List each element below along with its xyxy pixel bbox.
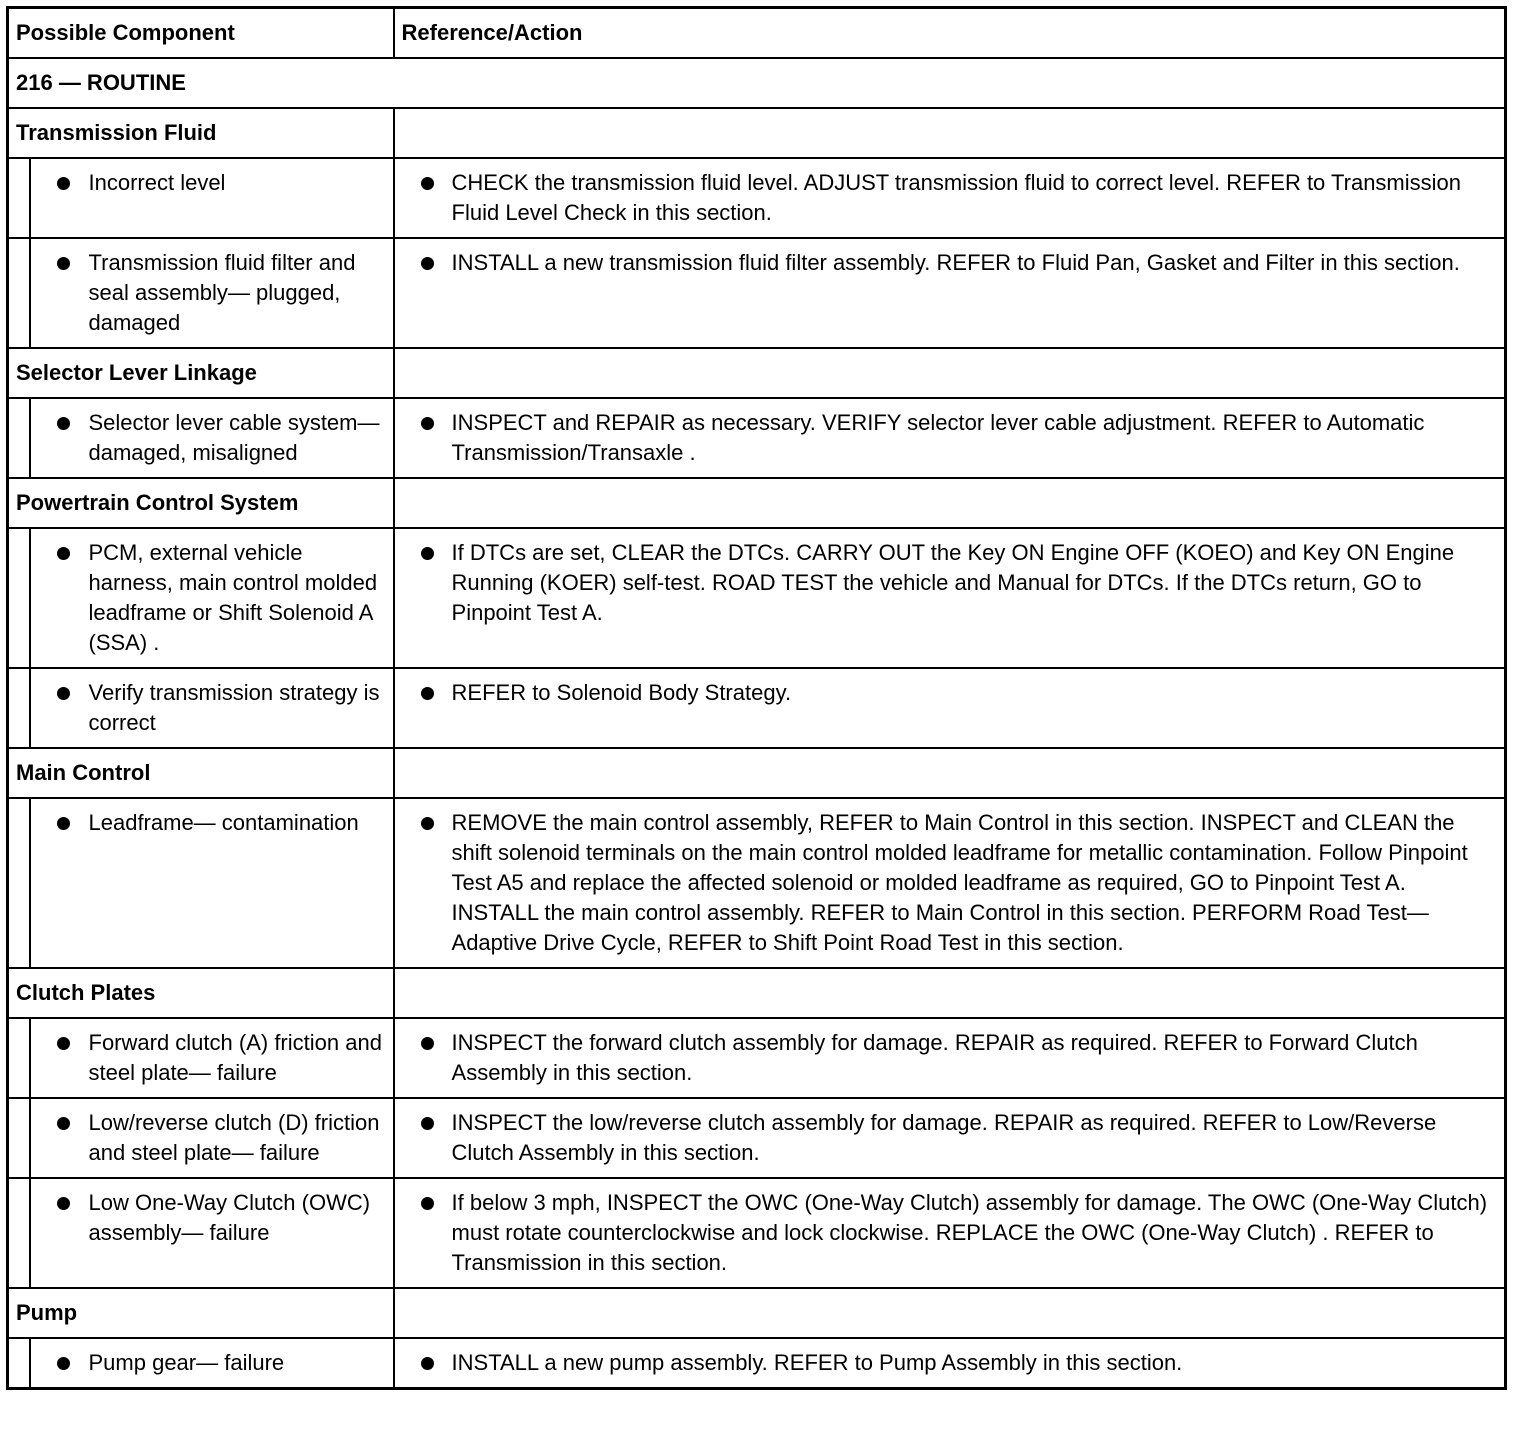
action-text: INSPECT and REPAIR as necessary. VERIFY selector lever cable adjustment. REFER to Automatic Transmission/Transaxle . bbox=[451, 410, 1425, 465]
indent-cell bbox=[8, 158, 30, 238]
category-action-empty bbox=[394, 478, 1506, 528]
category-action-empty bbox=[394, 108, 1506, 158]
category-row bbox=[8, 1288, 1506, 1338]
category-title: Powertrain Control System bbox=[8, 478, 394, 528]
bullet-icon bbox=[421, 547, 434, 560]
action-text: INSPECT the forward clutch assembly for damage. REPAIR as required. REFER to Forward Clutch Assembly in this section. bbox=[451, 1030, 1418, 1085]
action-text: INSTALL a new transmission fluid filter assembly. REFER to Fluid Pan, Gasket and Filter in this section. bbox=[451, 250, 1460, 275]
category-row bbox=[8, 108, 1506, 158]
indent-cell bbox=[8, 668, 30, 748]
indent-cell bbox=[8, 798, 30, 968]
routine-row bbox=[8, 58, 1506, 108]
bullet-icon bbox=[57, 417, 70, 430]
component-text: Transmission fluid filter and seal assembly— plugged, damaged bbox=[88, 250, 356, 335]
category-action-empty bbox=[394, 748, 1506, 798]
action-text: CHECK the transmission fluid level. ADJUST transmission fluid to correct level. REFER to Transmission Fluid Level Check in this section. bbox=[451, 170, 1462, 225]
action-text: REFER to Solenoid Body Strategy. bbox=[451, 680, 792, 705]
bullet-icon bbox=[421, 1037, 434, 1050]
action-text: INSPECT the low/reverse clutch assembly for damage. REPAIR as required. REFER to Low/Reverse Clutch Assembly in this section. bbox=[451, 1110, 1437, 1165]
category-title: Selector Lever Linkage bbox=[8, 348, 394, 398]
component-cell bbox=[30, 1098, 394, 1178]
bullet-icon bbox=[421, 417, 434, 430]
category-row bbox=[8, 748, 1506, 798]
component-row bbox=[8, 668, 1506, 748]
component-row bbox=[8, 238, 1506, 348]
component-row bbox=[8, 1178, 1506, 1288]
component-text: Selector lever cable system— damaged, misaligned bbox=[88, 410, 380, 465]
bullet-icon bbox=[57, 257, 70, 270]
category-title: Pump bbox=[8, 1288, 394, 1338]
bullet-icon bbox=[57, 1117, 70, 1130]
action-cell bbox=[394, 398, 1506, 478]
component-row bbox=[8, 158, 1506, 238]
diagnosis-table bbox=[6, 6, 1507, 1390]
component-text: Low One-Way Clutch (OWC) assembly— failure bbox=[88, 1190, 371, 1245]
bullet-icon bbox=[57, 177, 70, 190]
component-text: Incorrect level bbox=[88, 170, 226, 195]
category-title: Clutch Plates bbox=[8, 968, 394, 1018]
bullet-icon bbox=[57, 1357, 70, 1370]
routine-title: 216 — ROUTINE bbox=[8, 58, 1506, 108]
indent-cell bbox=[8, 1178, 30, 1288]
action-text: If DTCs are set, CLEAR the DTCs. CARRY OUT the Key ON Engine OFF (KOEO) and Key ON Engine Running (KOER) self-test. ROAD TEST the vehicle and Manual for DTCs. If the DTCs return, GO to Pinpoint Test A. bbox=[451, 540, 1455, 625]
bullet-icon bbox=[57, 547, 70, 560]
component-text: Low/reverse clutch (D) friction and steel plate— failure bbox=[88, 1110, 380, 1165]
bullet-icon bbox=[421, 1197, 434, 1210]
action-cell bbox=[394, 158, 1506, 238]
component-cell bbox=[30, 238, 394, 348]
diagnosis-table-body bbox=[8, 8, 1506, 1389]
component-row bbox=[8, 798, 1506, 968]
bullet-icon bbox=[421, 817, 434, 830]
bullet-icon bbox=[421, 257, 434, 270]
component-row bbox=[8, 1018, 1506, 1098]
header-action: Reference/Action bbox=[394, 8, 1506, 59]
indent-cell bbox=[8, 398, 30, 478]
component-cell bbox=[30, 798, 394, 968]
action-cell bbox=[394, 1338, 1506, 1389]
component-cell bbox=[30, 1178, 394, 1288]
action-cell bbox=[394, 528, 1506, 668]
component-row bbox=[8, 398, 1506, 478]
action-cell bbox=[394, 668, 1506, 748]
action-cell bbox=[394, 238, 1506, 348]
action-cell bbox=[394, 1018, 1506, 1098]
indent-cell bbox=[8, 238, 30, 348]
category-title: Transmission Fluid bbox=[8, 108, 394, 158]
component-text: Leadframe— contamination bbox=[88, 810, 359, 835]
indent-cell bbox=[8, 1098, 30, 1178]
action-text: REMOVE the main control assembly, REFER to Main Control in this section. INSPECT and CLEAN the shift solenoid terminals on the main control molded leadframe for metallic contamination. Follow Pinpoint Test A5 and replace the affected solenoid or molded leadframe as required, GO to Pinpoint Test A. INSTALL the main control assembly. REFER to Main Control in this section. PERFORM Road Test— Adaptive Drive Cycle, REFER to Shift Point Road Test in this section. bbox=[451, 810, 1468, 955]
bullet-icon bbox=[57, 687, 70, 700]
bullet-icon bbox=[57, 817, 70, 830]
category-action-empty bbox=[394, 968, 1506, 1018]
header-row bbox=[8, 8, 1506, 59]
bullet-icon bbox=[421, 1117, 434, 1130]
bullet-icon bbox=[421, 1357, 434, 1370]
action-cell bbox=[394, 1098, 1506, 1178]
category-action-empty bbox=[394, 1288, 1506, 1338]
indent-cell bbox=[8, 1018, 30, 1098]
bullet-icon bbox=[57, 1037, 70, 1050]
action-cell bbox=[394, 1178, 1506, 1288]
component-row bbox=[8, 528, 1506, 668]
component-text: PCM, external vehicle harness, main control molded leadframe or Shift Solenoid A (SSA) . bbox=[88, 540, 378, 655]
indent-cell bbox=[8, 1338, 30, 1389]
action-text: INSTALL a new pump assembly. REFER to Pump Assembly in this section. bbox=[451, 1350, 1183, 1375]
component-cell bbox=[30, 158, 394, 238]
header-component: Possible Component bbox=[8, 8, 394, 59]
category-row bbox=[8, 478, 1506, 528]
component-text: Pump gear— failure bbox=[88, 1350, 285, 1375]
bullet-icon bbox=[57, 1197, 70, 1210]
category-title: Main Control bbox=[8, 748, 394, 798]
component-row bbox=[8, 1338, 1506, 1389]
category-row bbox=[8, 968, 1506, 1018]
action-text: If below 3 mph, INSPECT the OWC (One-Way Clutch) assembly for damage. The OWC (One-Way Clutch) must rotate counterclockwise and lock clockwise. REPLACE the OWC (One-Way Clutch) . REFER to Transmission in this section. bbox=[451, 1190, 1488, 1275]
component-cell bbox=[30, 528, 394, 668]
bullet-icon bbox=[421, 177, 434, 190]
component-cell bbox=[30, 1018, 394, 1098]
category-action-empty bbox=[394, 348, 1506, 398]
component-cell bbox=[30, 668, 394, 748]
action-cell bbox=[394, 798, 1506, 968]
component-row bbox=[8, 1098, 1506, 1178]
component-cell bbox=[30, 1338, 394, 1389]
component-cell bbox=[30, 398, 394, 478]
bullet-icon bbox=[421, 687, 434, 700]
category-row bbox=[8, 348, 1506, 398]
indent-cell bbox=[8, 528, 30, 668]
component-text: Forward clutch (A) friction and steel plate— failure bbox=[88, 1030, 382, 1085]
component-text: Verify transmission strategy is correct bbox=[88, 680, 380, 735]
